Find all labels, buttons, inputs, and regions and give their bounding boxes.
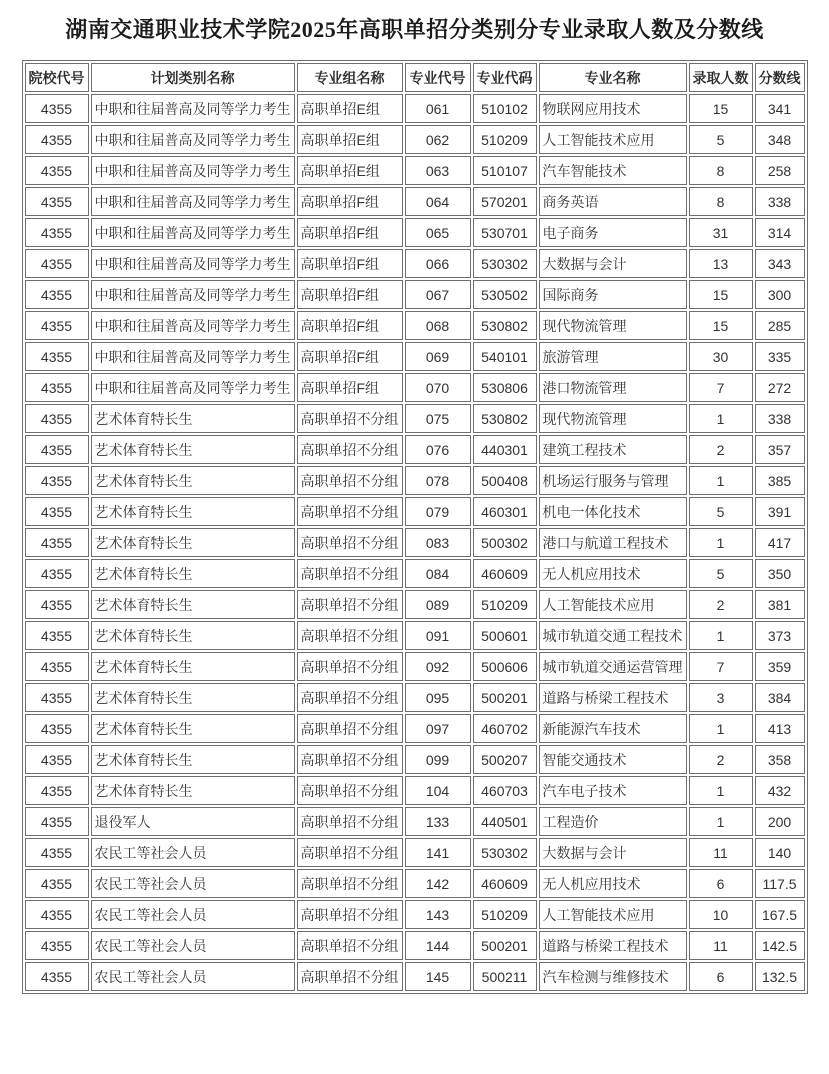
cell-major-name: 人工智能技术应用 [539, 590, 687, 619]
cell-score-line: 167.5 [755, 900, 805, 929]
cell-major-group: 高职单招不分组 [297, 404, 403, 433]
cell-admitted-count: 1 [689, 776, 753, 805]
cell-major-group: 高职单招F组 [297, 280, 403, 309]
table-row [25, 621, 805, 650]
cell-major-code: 440501 [473, 807, 537, 836]
cell-major-code: 500302 [473, 528, 537, 557]
cell-institution-code: 4355 [25, 590, 89, 619]
cell-admitted-count: 6 [689, 962, 753, 991]
cell-major-group: 高职单招不分组 [297, 745, 403, 774]
cell-major-group: 高职单招不分组 [297, 621, 403, 650]
cell-plan-category: 中职和往届普高及同等学力考生 [91, 342, 295, 371]
cell-score-line: 373 [755, 621, 805, 650]
cell-admitted-count: 1 [689, 466, 753, 495]
cell-major-group: 高职单招不分组 [297, 683, 403, 712]
cell-plan-category: 艺术体育特长生 [91, 435, 295, 464]
cell-major-group: 高职单招F组 [297, 342, 403, 371]
table-row [25, 435, 805, 464]
cell-major-number: 066 [405, 249, 471, 278]
cell-major-number: 104 [405, 776, 471, 805]
cell-score-line: 200 [755, 807, 805, 836]
cell-institution-code: 4355 [25, 156, 89, 185]
cell-major-name: 无人机应用技术 [539, 559, 687, 588]
cell-score-line: 384 [755, 683, 805, 712]
cell-major-group: 高职单招不分组 [297, 931, 403, 960]
cell-major-name: 汽车电子技术 [539, 776, 687, 805]
table-row [25, 311, 805, 340]
cell-major-code: 500606 [473, 652, 537, 681]
cell-major-name: 城市轨道交通运营管理 [539, 652, 687, 681]
cell-admitted-count: 7 [689, 652, 753, 681]
cell-major-name: 无人机应用技术 [539, 869, 687, 898]
cell-major-code: 500201 [473, 683, 537, 712]
cell-score-line: 391 [755, 497, 805, 526]
cell-major-group: 高职单招F组 [297, 187, 403, 216]
cell-major-number: 068 [405, 311, 471, 340]
cell-major-name: 港口物流管理 [539, 373, 687, 402]
cell-score-line: 338 [755, 187, 805, 216]
cell-major-name: 大数据与会计 [539, 838, 687, 867]
cell-institution-code: 4355 [25, 931, 89, 960]
table-row [25, 342, 805, 371]
cell-major-code: 510209 [473, 590, 537, 619]
cell-major-code: 530802 [473, 311, 537, 340]
cell-score-line: 338 [755, 404, 805, 433]
column-header-institution-code: 院校代号 [25, 63, 89, 92]
cell-major-code: 460609 [473, 869, 537, 898]
cell-admitted-count: 2 [689, 590, 753, 619]
cell-major-code: 500601 [473, 621, 537, 650]
cell-major-number: 075 [405, 404, 471, 433]
cell-major-name: 电子商务 [539, 218, 687, 247]
cell-major-number: 145 [405, 962, 471, 991]
column-header-major-code: 专业代码 [473, 63, 537, 92]
table-row [25, 94, 805, 123]
cell-major-name: 道路与桥梁工程技术 [539, 683, 687, 712]
cell-score-line: 341 [755, 94, 805, 123]
cell-plan-category: 中职和往届普高及同等学力考生 [91, 280, 295, 309]
cell-major-code: 570201 [473, 187, 537, 216]
cell-admitted-count: 5 [689, 497, 753, 526]
table-row [25, 900, 805, 929]
column-header-plan-category: 计划类别名称 [91, 63, 295, 92]
column-header-major-number: 专业代号 [405, 63, 471, 92]
cell-score-line: 132.5 [755, 962, 805, 991]
cell-major-code: 460609 [473, 559, 537, 588]
table-row [25, 249, 805, 278]
cell-admitted-count: 1 [689, 528, 753, 557]
cell-admitted-count: 1 [689, 621, 753, 650]
cell-major-number: 062 [405, 125, 471, 154]
column-header-score-line: 分数线 [755, 63, 805, 92]
cell-institution-code: 4355 [25, 280, 89, 309]
table-row [25, 373, 805, 402]
cell-plan-category: 艺术体育特长生 [91, 714, 295, 743]
cell-major-name: 商务英语 [539, 187, 687, 216]
cell-major-group: 高职单招不分组 [297, 590, 403, 619]
cell-major-number: 092 [405, 652, 471, 681]
cell-plan-category: 退役军人 [91, 807, 295, 836]
cell-institution-code: 4355 [25, 900, 89, 929]
cell-major-code: 530806 [473, 373, 537, 402]
cell-plan-category: 艺术体育特长生 [91, 528, 295, 557]
cell-major-number: 065 [405, 218, 471, 247]
cell-admitted-count: 8 [689, 156, 753, 185]
cell-major-group: 高职单招不分组 [297, 497, 403, 526]
cell-admitted-count: 11 [689, 931, 753, 960]
table-row [25, 404, 805, 433]
cell-major-number: 076 [405, 435, 471, 464]
cell-plan-category: 中职和往届普高及同等学力考生 [91, 187, 295, 216]
cell-admitted-count: 15 [689, 280, 753, 309]
cell-score-line: 140 [755, 838, 805, 867]
cell-score-line: 350 [755, 559, 805, 588]
cell-institution-code: 4355 [25, 218, 89, 247]
cell-major-name: 汽车检测与维修技术 [539, 962, 687, 991]
cell-major-group: 高职单招不分组 [297, 838, 403, 867]
cell-admitted-count: 1 [689, 807, 753, 836]
cell-major-group: 高职单招E组 [297, 156, 403, 185]
cell-major-number: 067 [405, 280, 471, 309]
cell-major-code: 500211 [473, 962, 537, 991]
cell-major-group: 高职单招F组 [297, 311, 403, 340]
table-row [25, 497, 805, 526]
cell-institution-code: 4355 [25, 962, 89, 991]
table-row [25, 125, 805, 154]
cell-major-group: 高职单招不分组 [297, 776, 403, 805]
cell-institution-code: 4355 [25, 497, 89, 526]
cell-major-group: 高职单招不分组 [297, 466, 403, 495]
cell-admitted-count: 11 [689, 838, 753, 867]
table-row [25, 156, 805, 185]
cell-major-group: 高职单招不分组 [297, 714, 403, 743]
cell-major-name: 国际商务 [539, 280, 687, 309]
cell-admitted-count: 15 [689, 94, 753, 123]
cell-institution-code: 4355 [25, 652, 89, 681]
cell-institution-code: 4355 [25, 745, 89, 774]
cell-institution-code: 4355 [25, 435, 89, 464]
cell-plan-category: 艺术体育特长生 [91, 590, 295, 619]
cell-major-code: 510209 [473, 900, 537, 929]
cell-admitted-count: 31 [689, 218, 753, 247]
cell-plan-category: 艺术体育特长生 [91, 745, 295, 774]
cell-major-name: 新能源汽车技术 [539, 714, 687, 743]
cell-plan-category: 中职和往届普高及同等学力考生 [91, 218, 295, 247]
cell-institution-code: 4355 [25, 714, 89, 743]
cell-institution-code: 4355 [25, 94, 89, 123]
cell-major-code: 540101 [473, 342, 537, 371]
cell-plan-category: 艺术体育特长生 [91, 497, 295, 526]
table-row [25, 466, 805, 495]
cell-major-name: 城市轨道交通工程技术 [539, 621, 687, 650]
cell-institution-code: 4355 [25, 404, 89, 433]
cell-plan-category: 中职和往届普高及同等学力考生 [91, 311, 295, 340]
cell-score-line: 385 [755, 466, 805, 495]
cell-major-code: 530502 [473, 280, 537, 309]
cell-major-code: 530302 [473, 249, 537, 278]
cell-major-number: 083 [405, 528, 471, 557]
cell-plan-category: 中职和往届普高及同等学力考生 [91, 156, 295, 185]
cell-major-code: 460703 [473, 776, 537, 805]
cell-major-code: 460702 [473, 714, 537, 743]
cell-major-name: 人工智能技术应用 [539, 900, 687, 929]
table-row [25, 931, 805, 960]
cell-plan-category: 农民工等社会人员 [91, 900, 295, 929]
cell-major-group: 高职单招不分组 [297, 652, 403, 681]
cell-major-number: 091 [405, 621, 471, 650]
table-header-row [25, 63, 805, 92]
cell-admitted-count: 30 [689, 342, 753, 371]
table-row [25, 683, 805, 712]
cell-plan-category: 中职和往届普高及同等学力考生 [91, 125, 295, 154]
cell-major-group: 高职单招不分组 [297, 559, 403, 588]
cell-major-code: 530302 [473, 838, 537, 867]
cell-score-line: 417 [755, 528, 805, 557]
cell-score-line: 348 [755, 125, 805, 154]
cell-major-number: 099 [405, 745, 471, 774]
column-header-major-name: 专业名称 [539, 63, 687, 92]
cell-plan-category: 艺术体育特长生 [91, 621, 295, 650]
cell-score-line: 413 [755, 714, 805, 743]
cell-major-number: 064 [405, 187, 471, 216]
cell-plan-category: 农民工等社会人员 [91, 869, 295, 898]
cell-admitted-count: 2 [689, 435, 753, 464]
cell-score-line: 117.5 [755, 869, 805, 898]
cell-major-name: 工程造价 [539, 807, 687, 836]
cell-major-name: 建筑工程技术 [539, 435, 687, 464]
cell-major-number: 142 [405, 869, 471, 898]
table-row [25, 559, 805, 588]
cell-admitted-count: 1 [689, 714, 753, 743]
cell-major-code: 440301 [473, 435, 537, 464]
cell-major-number: 141 [405, 838, 471, 867]
cell-score-line: 272 [755, 373, 805, 402]
cell-major-code: 530701 [473, 218, 537, 247]
cell-major-number: 095 [405, 683, 471, 712]
cell-major-group: 高职单招不分组 [297, 869, 403, 898]
cell-institution-code: 4355 [25, 559, 89, 588]
cell-score-line: 300 [755, 280, 805, 309]
cell-institution-code: 4355 [25, 249, 89, 278]
cell-major-name: 大数据与会计 [539, 249, 687, 278]
cell-institution-code: 4355 [25, 621, 89, 650]
cell-plan-category: 中职和往届普高及同等学力考生 [91, 373, 295, 402]
cell-admitted-count: 8 [689, 187, 753, 216]
cell-institution-code: 4355 [25, 807, 89, 836]
cell-major-name: 现代物流管理 [539, 311, 687, 340]
cell-major-name: 人工智能技术应用 [539, 125, 687, 154]
cell-score-line: 335 [755, 342, 805, 371]
cell-institution-code: 4355 [25, 342, 89, 371]
cell-admitted-count: 3 [689, 683, 753, 712]
table-row [25, 187, 805, 216]
cell-plan-category: 艺术体育特长生 [91, 683, 295, 712]
cell-major-number: 089 [405, 590, 471, 619]
cell-plan-category: 艺术体育特长生 [91, 466, 295, 495]
table-row [25, 714, 805, 743]
cell-institution-code: 4355 [25, 776, 89, 805]
cell-major-name: 物联网应用技术 [539, 94, 687, 123]
cell-major-group: 高职单招F组 [297, 249, 403, 278]
cell-score-line: 142.5 [755, 931, 805, 960]
table-row [25, 528, 805, 557]
cell-institution-code: 4355 [25, 838, 89, 867]
cell-score-line: 381 [755, 590, 805, 619]
cell-admitted-count: 13 [689, 249, 753, 278]
cell-score-line: 258 [755, 156, 805, 185]
cell-major-number: 069 [405, 342, 471, 371]
cell-institution-code: 4355 [25, 373, 89, 402]
cell-score-line: 314 [755, 218, 805, 247]
cell-institution-code: 4355 [25, 869, 89, 898]
cell-plan-category: 艺术体育特长生 [91, 559, 295, 588]
cell-major-number: 143 [405, 900, 471, 929]
column-header-admitted-count: 录取人数 [689, 63, 753, 92]
cell-major-name: 机场运行服务与管理 [539, 466, 687, 495]
cell-admitted-count: 2 [689, 745, 753, 774]
cell-major-number: 097 [405, 714, 471, 743]
cell-admitted-count: 5 [689, 125, 753, 154]
cell-institution-code: 4355 [25, 125, 89, 154]
cell-score-line: 358 [755, 745, 805, 774]
cell-major-code: 500201 [473, 931, 537, 960]
cell-score-line: 432 [755, 776, 805, 805]
table-body [25, 94, 805, 991]
table-row [25, 280, 805, 309]
cell-major-code: 510209 [473, 125, 537, 154]
cell-major-code: 530802 [473, 404, 537, 433]
cell-major-group: 高职单招F组 [297, 218, 403, 247]
column-header-major-group: 专业组名称 [297, 63, 403, 92]
cell-major-group: 高职单招F组 [297, 373, 403, 402]
cell-institution-code: 4355 [25, 466, 89, 495]
cell-major-group: 高职单招不分组 [297, 435, 403, 464]
cell-major-code: 460301 [473, 497, 537, 526]
cell-plan-category: 农民工等社会人员 [91, 962, 295, 991]
table-row [25, 745, 805, 774]
admissions-table [22, 60, 808, 994]
cell-major-group: 高职单招不分组 [297, 807, 403, 836]
cell-major-code: 510107 [473, 156, 537, 185]
cell-major-name: 汽车智能技术 [539, 156, 687, 185]
cell-institution-code: 4355 [25, 187, 89, 216]
cell-score-line: 285 [755, 311, 805, 340]
cell-score-line: 359 [755, 652, 805, 681]
cell-plan-category: 农民工等社会人员 [91, 838, 295, 867]
table-row [25, 869, 805, 898]
table-row [25, 218, 805, 247]
cell-major-name: 机电一体化技术 [539, 497, 687, 526]
table-row [25, 807, 805, 836]
cell-major-code: 510102 [473, 94, 537, 123]
cell-major-number: 079 [405, 497, 471, 526]
cell-admitted-count: 5 [689, 559, 753, 588]
cell-plan-category: 中职和往届普高及同等学力考生 [91, 249, 295, 278]
cell-major-number: 084 [405, 559, 471, 588]
cell-major-name: 智能交通技术 [539, 745, 687, 774]
cell-institution-code: 4355 [25, 683, 89, 712]
cell-admitted-count: 7 [689, 373, 753, 402]
cell-major-code: 500408 [473, 466, 537, 495]
cell-institution-code: 4355 [25, 528, 89, 557]
cell-admitted-count: 6 [689, 869, 753, 898]
cell-major-name: 港口与航道工程技术 [539, 528, 687, 557]
cell-major-code: 500207 [473, 745, 537, 774]
cell-major-name: 旅游管理 [539, 342, 687, 371]
cell-plan-category: 农民工等社会人员 [91, 931, 295, 960]
cell-major-number: 078 [405, 466, 471, 495]
cell-major-group: 高职单招不分组 [297, 528, 403, 557]
cell-plan-category: 艺术体育特长生 [91, 404, 295, 433]
cell-major-number: 063 [405, 156, 471, 185]
page-title: 湖南交通职业技术学院2025年高职单招分类别分专业录取人数及分数线 [65, 17, 764, 42]
table-row [25, 652, 805, 681]
cell-plan-category: 艺术体育特长生 [91, 776, 295, 805]
cell-major-group: 高职单招E组 [297, 125, 403, 154]
table-row [25, 776, 805, 805]
cell-score-line: 343 [755, 249, 805, 278]
table-row [25, 590, 805, 619]
table-row [25, 962, 805, 991]
cell-score-line: 357 [755, 435, 805, 464]
cell-plan-category: 中职和往届普高及同等学力考生 [91, 94, 295, 123]
cell-major-group: 高职单招不分组 [297, 900, 403, 929]
cell-major-number: 133 [405, 807, 471, 836]
table-row [25, 838, 805, 867]
cell-major-number: 070 [405, 373, 471, 402]
cell-major-group: 高职单招不分组 [297, 962, 403, 991]
cell-major-name: 道路与桥梁工程技术 [539, 931, 687, 960]
cell-admitted-count: 10 [689, 900, 753, 929]
cell-admitted-count: 1 [689, 404, 753, 433]
cell-institution-code: 4355 [25, 311, 89, 340]
cell-plan-category: 艺术体育特长生 [91, 652, 295, 681]
cell-major-number: 144 [405, 931, 471, 960]
cell-major-group: 高职单招E组 [297, 94, 403, 123]
cell-major-number: 061 [405, 94, 471, 123]
cell-major-name: 现代物流管理 [539, 404, 687, 433]
cell-admitted-count: 15 [689, 311, 753, 340]
